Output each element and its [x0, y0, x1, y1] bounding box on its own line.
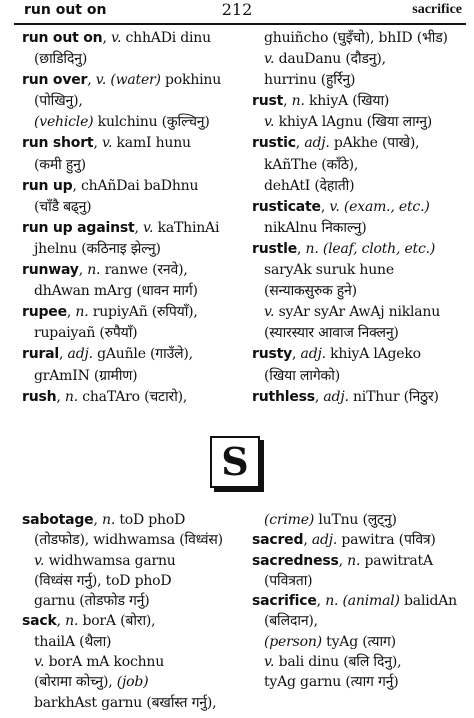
headword: run out on: [22, 30, 103, 46]
definition-text: barkhAst garnu (बर्खास्त गर्नु),: [34, 694, 217, 711]
definition-text: dhAwan mArg (धावन मार्ग): [34, 283, 198, 300]
headword: ruthless: [252, 388, 315, 405]
usage-label: (person): [264, 633, 322, 650]
definition-text: khiyA lAgeko: [325, 346, 421, 363]
entry-continuation-line: [252, 510, 472, 530]
part-of-speech: v.: [143, 219, 154, 236]
definition-text: (स्यारस्यार आवाज निक्लनु): [264, 325, 399, 342]
definition-text: ,: [56, 613, 66, 630]
part-of-speech: v.: [34, 654, 45, 671]
definition-text: pokhinu: [160, 72, 222, 89]
entry-headword-line: [22, 510, 250, 530]
definition-text: ,: [93, 135, 102, 152]
definition-text: ranwe (रनवे),: [100, 262, 188, 279]
header-rule: [14, 23, 466, 25]
entry-continuation-line: [252, 652, 472, 672]
part-of-speech: adj.: [300, 346, 326, 363]
part-of-speech: v.: [34, 552, 45, 569]
definition-text: gAuñle (गाउँले),: [92, 346, 193, 363]
definition-text: luTnu (लुट्नु): [314, 512, 397, 528]
headword: run up against: [22, 219, 135, 236]
definition-text: chhADi dinu: [121, 30, 211, 46]
definition-text: saryAk suruk hune: [264, 262, 394, 279]
definition-text: widhwamsa garnu: [44, 552, 176, 569]
part-of-speech: v.: [264, 114, 275, 131]
definition-text: niThur (निठुर): [348, 388, 439, 405]
definition-text: rupaiyañ (रुपैयाँ): [34, 325, 138, 342]
definition-text: pawitratA: [360, 552, 433, 569]
section-letter-box: [210, 436, 260, 488]
definition-text: nikAlnu निकाल्नु): [264, 219, 367, 236]
part-of-speech: v. (water): [95, 72, 161, 89]
definition-text: tyAg (त्याग): [321, 633, 396, 650]
definition-text: thailA (थैला): [34, 633, 112, 650]
part-of-speech: n. (animal): [325, 593, 400, 610]
entry-continuation-line: [252, 176, 472, 197]
entry-continuation-line: [252, 70, 472, 91]
definition-text: ,: [283, 93, 292, 110]
entry-continuation-line: [22, 366, 248, 387]
running-head-last-word: sacrifice: [412, 2, 462, 17]
definition-text: kulchinu (कुल्चिनु): [93, 114, 210, 131]
page-number: 212: [221, 0, 253, 19]
entry-continuation-line: [22, 591, 250, 611]
entry-headword-line: [22, 302, 248, 323]
entry-continuation-line: [22, 281, 248, 302]
definition-text: ,: [303, 532, 312, 549]
definition-text: balidAn: [399, 593, 457, 610]
entry-continuation-line: [252, 155, 472, 176]
definition-text: toD phoD: [115, 512, 186, 528]
entry-continuation-line: [252, 611, 472, 631]
entry-continuation-line: [252, 366, 472, 387]
usage-label: (job): [116, 674, 149, 691]
definition-text: pAkhe (पाखे),: [329, 135, 420, 152]
column-bottom-left: [22, 510, 250, 713]
entry-continuation-line: [22, 672, 250, 692]
column-top-right: [252, 28, 472, 408]
part-of-speech: n.: [65, 613, 79, 630]
entry-continuation-line: [22, 197, 248, 218]
headword: rush: [22, 388, 57, 405]
entry-headword-line: [252, 530, 472, 550]
usage-label: (crime): [264, 512, 315, 528]
definition-text: dehAtI (देहाती): [264, 177, 355, 194]
entry-continuation-line: [22, 571, 250, 591]
definition-text: (चाँडै बढ्नु): [34, 198, 92, 215]
definition-text: khiyA lAgnu (खिया लाग्नु): [274, 114, 433, 131]
entry-continuation-line: [22, 551, 250, 571]
section-letter: S: [221, 439, 249, 484]
definition-text: ,: [56, 388, 65, 405]
definition-text: ghuiñcho (घुइँचो), bhID (भीड): [264, 30, 448, 46]
entry-continuation-line: [252, 260, 472, 281]
definition-text: kAñThe (काँठे),: [264, 156, 359, 173]
headword: rural: [22, 346, 60, 363]
definition-text: ,: [297, 240, 306, 257]
definition-text: ,: [320, 198, 330, 215]
entry-headword-line: [252, 551, 472, 571]
definition-text: (कमी हुनु): [34, 156, 86, 173]
headword: run over: [22, 72, 88, 89]
part-of-speech: n.: [347, 552, 361, 569]
definition-text: kamI hunu: [112, 135, 191, 152]
entry-continuation-line: [252, 112, 472, 133]
part-of-speech: v.: [264, 304, 275, 321]
part-of-speech: adj.: [323, 388, 349, 405]
part-of-speech: n.: [75, 304, 89, 321]
headword: run short: [22, 135, 94, 152]
headword: rustic: [252, 135, 296, 152]
entry-continuation-line: [252, 218, 472, 239]
definition-text: tyAg garnu (त्याग गर्नु): [264, 674, 399, 691]
definition-text: (पोखिनु),: [34, 93, 83, 110]
definition-text: khiyA (खिया): [304, 93, 390, 110]
entry-continuation-line: [22, 530, 250, 550]
part-of-speech: adj.: [311, 532, 338, 549]
definition-text: kaThinAi: [153, 219, 220, 236]
definition-text: borA mA kochnu: [44, 654, 165, 671]
definition-text: ,: [66, 304, 76, 321]
entry-continuation-line: [22, 91, 248, 112]
part-of-speech: n.: [87, 262, 101, 279]
headword: sabotage: [22, 512, 94, 528]
column-bottom-right: [252, 510, 472, 693]
entry-headword-line: [252, 387, 472, 408]
part-of-speech: v.: [110, 30, 122, 46]
entry-headword-line: [252, 133, 472, 154]
definition-text: borA (बोरा),: [78, 613, 156, 630]
definition-text: ,: [59, 346, 68, 363]
entry-continuation-line: [252, 323, 472, 344]
entry-continuation-line: [22, 155, 248, 176]
entry-continuation-line: [252, 672, 472, 692]
entry-continuation-line: [22, 652, 250, 672]
entry-headword-line: [22, 387, 248, 408]
part-of-speech: n. (leaf, cloth, etc.): [305, 240, 436, 257]
usage-label: (vehicle): [34, 114, 94, 131]
headword: rusty: [252, 346, 293, 363]
definition-text: ,: [87, 72, 96, 89]
entry-headword-line: [252, 591, 472, 611]
definition-text: (विध्वंस गर्नु), toD phoD: [34, 572, 172, 589]
part-of-speech: v. (exam., etc.): [329, 198, 430, 215]
entry-continuation-line: [252, 281, 472, 302]
definition-text: (छाडिदिनु): [34, 51, 88, 68]
headword: sack: [22, 613, 57, 630]
part-of-speech: n.: [291, 93, 305, 110]
definition-text: ,: [102, 30, 111, 46]
definition-text: ,: [338, 552, 348, 569]
entry-continuation-line: [22, 49, 248, 70]
definition-text: (बोरामा कोच्नु),: [34, 674, 117, 691]
definition-text: (तोडफोड), widhwamsa (विध्वंस): [34, 532, 223, 549]
entry-headword-line: [252, 197, 472, 218]
definition-text: (सन्याकसुरुक हुने): [264, 283, 357, 300]
headword: rustle: [252, 240, 297, 257]
headword: sacrifice: [252, 593, 317, 610]
definition-text: (बलिदान),: [264, 613, 318, 630]
running-head-first-word: run out on: [24, 2, 107, 18]
entry-continuation-line: [252, 302, 472, 323]
entry-continuation-line: [22, 693, 250, 713]
definition-text: , chAñDai baDhnu: [72, 177, 199, 194]
definition-text: ,: [292, 346, 301, 363]
definition-text: (खिया लागेको): [264, 367, 340, 384]
entry-headword-line: [22, 611, 250, 631]
entry-continuation-line: [252, 571, 472, 591]
column-top-left: [22, 28, 248, 408]
part-of-speech: n.: [102, 512, 116, 528]
part-of-speech: adj.: [304, 135, 330, 152]
part-of-speech: v.: [101, 135, 113, 152]
headword: sacredness: [252, 552, 339, 569]
entry-headword-line: [22, 176, 248, 197]
definition-text: syAr syAr AwAj niklanu: [274, 304, 441, 321]
entry-continuation-line: [252, 28, 472, 49]
part-of-speech: adj.: [67, 346, 93, 363]
definition-text: jhelnu (कठिनाइ झेल्नु): [34, 240, 161, 257]
entry-continuation-line: [22, 239, 248, 260]
definition-text: grAmIN (ग्रामीण): [34, 367, 138, 384]
entry-headword-line: [22, 70, 248, 91]
headword: rusticate: [252, 198, 321, 215]
entry-headword-line: [22, 28, 248, 49]
entry-continuation-line: [22, 112, 248, 133]
definition-text: rupiyAñ (रुपियाँ),: [88, 304, 198, 321]
part-of-speech: n.: [64, 388, 78, 405]
entry-continuation-line: [252, 49, 472, 70]
entry-headword-line: [22, 344, 248, 365]
running-head: [0, 0, 474, 24]
entry-headword-line: [22, 260, 248, 281]
entry-headword-line: [22, 133, 248, 154]
entry-headword-line: [22, 218, 248, 239]
headword: rupee: [22, 304, 67, 321]
definition-text: hurrinu (हुर्रिनु): [264, 72, 356, 89]
definition-text: ,: [316, 593, 326, 610]
definition-text: bali dinu (बलि दिनु),: [274, 654, 402, 671]
part-of-speech: v.: [264, 51, 275, 68]
definition-text: ,: [78, 262, 88, 279]
definition-text: ,: [93, 512, 102, 528]
entry-continuation-line: [252, 632, 472, 652]
entry-continuation-line: [22, 632, 250, 652]
definition-text: pawitra (पवित्र): [337, 532, 436, 549]
definition-text: (पवित्रता): [264, 572, 313, 589]
part-of-speech: v.: [264, 654, 275, 671]
definition-text: ,: [295, 135, 305, 152]
headword: rust: [252, 93, 284, 110]
definition-text: garnu (तोडफोड गर्नु): [34, 593, 150, 610]
entry-headword-line: [252, 91, 472, 112]
headword: run up: [22, 177, 73, 194]
definition-text: dauDanu (दौडनु),: [274, 51, 386, 68]
entry-headword-line: [252, 239, 472, 260]
entry-headword-line: [252, 344, 472, 365]
entry-continuation-line: [22, 323, 248, 344]
definition-text: ,: [314, 388, 324, 405]
definition-text: chaTAro (चटारो),: [77, 388, 188, 405]
definition-text: ,: [134, 219, 143, 236]
headword: runway: [22, 262, 79, 279]
headword: sacred: [252, 532, 304, 549]
